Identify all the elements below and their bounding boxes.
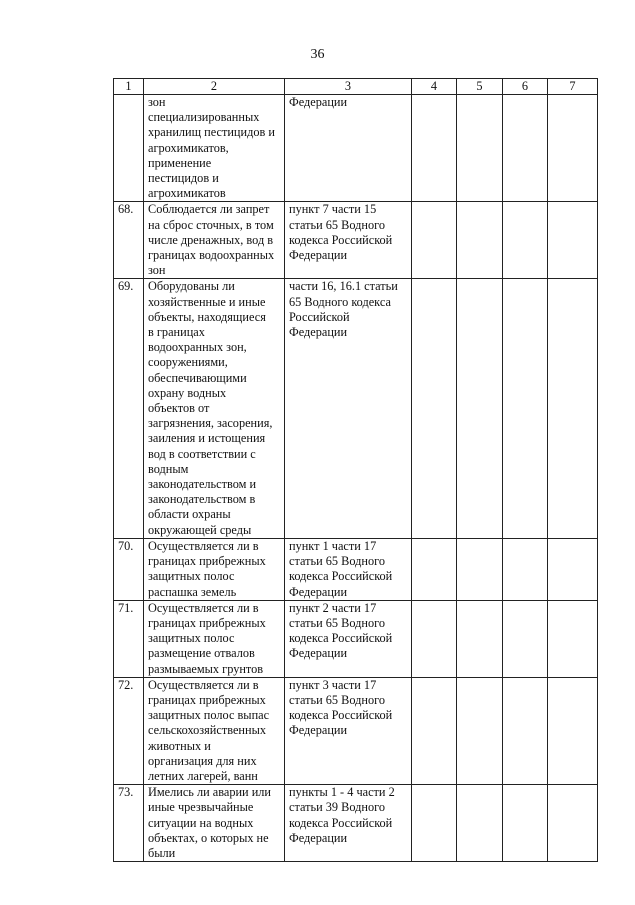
- reference-cell: пункт 1 части 17 статьи 65 Водного кодекса Российской Федерации: [285, 538, 412, 600]
- col6-cell: [503, 95, 548, 202]
- col4-cell: [412, 677, 457, 784]
- col6-cell: [503, 538, 548, 600]
- reference-cell: части 16, 16.1 статьи 65 Водного кодекса Российской Федерации: [285, 279, 412, 538]
- header-col-7: 7: [548, 79, 598, 95]
- table-row: [114, 785, 598, 862]
- col6-cell: [503, 677, 548, 784]
- table-row: [114, 279, 598, 538]
- col5-cell: [457, 95, 503, 202]
- col7-cell: [548, 95, 598, 202]
- col4-cell: [412, 279, 457, 538]
- header-col-6: 6: [503, 79, 548, 95]
- header-col-3: 3: [285, 79, 412, 95]
- row-number: 71.: [114, 600, 144, 677]
- col5-cell: [457, 538, 503, 600]
- reference-cell: Федерации: [285, 95, 412, 202]
- col6-cell: [503, 202, 548, 279]
- header-row: [114, 79, 598, 95]
- col7-cell: [548, 202, 598, 279]
- table-row: [114, 677, 598, 784]
- col7-cell: [548, 600, 598, 677]
- col6-cell: [503, 785, 548, 862]
- col5-cell: [457, 600, 503, 677]
- table-row: [114, 95, 598, 202]
- header-col-5: 5: [457, 79, 503, 95]
- row-number: 73.: [114, 785, 144, 862]
- checklist-table: [113, 78, 598, 862]
- col7-cell: [548, 538, 598, 600]
- header-col-4: 4: [412, 79, 457, 95]
- header-col-2: 2: [144, 79, 285, 95]
- table-row: [114, 600, 598, 677]
- col6-cell: [503, 600, 548, 677]
- page-number: 36: [310, 47, 325, 62]
- question-cell: Соблюдается ли запрет на сброс сточных, в том числе дренажных, вод в границах водоохранных зон: [144, 202, 285, 279]
- col4-cell: [412, 785, 457, 862]
- col6-cell: [503, 279, 548, 538]
- question-cell: Осуществляется ли в границах прибрежных защитных полос выпас сельскохозяйственных животных и организация для них летних лагерей, ванн: [144, 677, 285, 784]
- col5-cell: [457, 785, 503, 862]
- col5-cell: [457, 677, 503, 784]
- col7-cell: [548, 279, 598, 538]
- question-cell: Осуществляется ли в границах прибрежных защитных полос размещение отвалов размываемых грунтов: [144, 600, 285, 677]
- col4-cell: [412, 95, 457, 202]
- reference-cell: пункты 1 - 4 части 2 статьи 39 Водного кодекса Российской Федерации: [285, 785, 412, 862]
- row-number: [114, 95, 144, 202]
- col5-cell: [457, 202, 503, 279]
- question-cell: Оборудованы ли хозяйственные и иные объекты, находящиеся в границах водоохранных зон, сооружениями, обеспечивающими охрану водных объектов от загрязнения, засорения, заиления и истощения вод в соответствии с водным законодательством и законодательством в области охраны окружающей среды: [144, 279, 285, 538]
- question-cell: зон специализированных хранилищ пестицидов и агрохимикатов, применение пестицидов и агрохимикатов: [144, 95, 285, 202]
- row-number: 69.: [114, 279, 144, 538]
- row-number: 70.: [114, 538, 144, 600]
- table-row: [114, 202, 598, 279]
- col4-cell: [412, 202, 457, 279]
- table-row: [114, 538, 598, 600]
- header-col-1: 1: [114, 79, 144, 95]
- col7-cell: [548, 677, 598, 784]
- row-number: 72.: [114, 677, 144, 784]
- col4-cell: [412, 600, 457, 677]
- question-cell: Осуществляется ли в границах прибрежных защитных полос распашка земель: [144, 538, 285, 600]
- question-cell: Имелись ли аварии или иные чрезвычайные ситуации на водных объектах, о которых не были: [144, 785, 285, 862]
- col5-cell: [457, 279, 503, 538]
- col4-cell: [412, 538, 457, 600]
- reference-cell: пункт 7 части 15 статьи 65 Водного кодекса Российской Федерации: [285, 202, 412, 279]
- row-number: 68.: [114, 202, 144, 279]
- reference-cell: пункт 3 части 17 статьи 65 Водного кодекса Российской Федерации: [285, 677, 412, 784]
- reference-cell: пункт 2 части 17 статьи 65 Водного кодекса Российской Федерации: [285, 600, 412, 677]
- col7-cell: [548, 785, 598, 862]
